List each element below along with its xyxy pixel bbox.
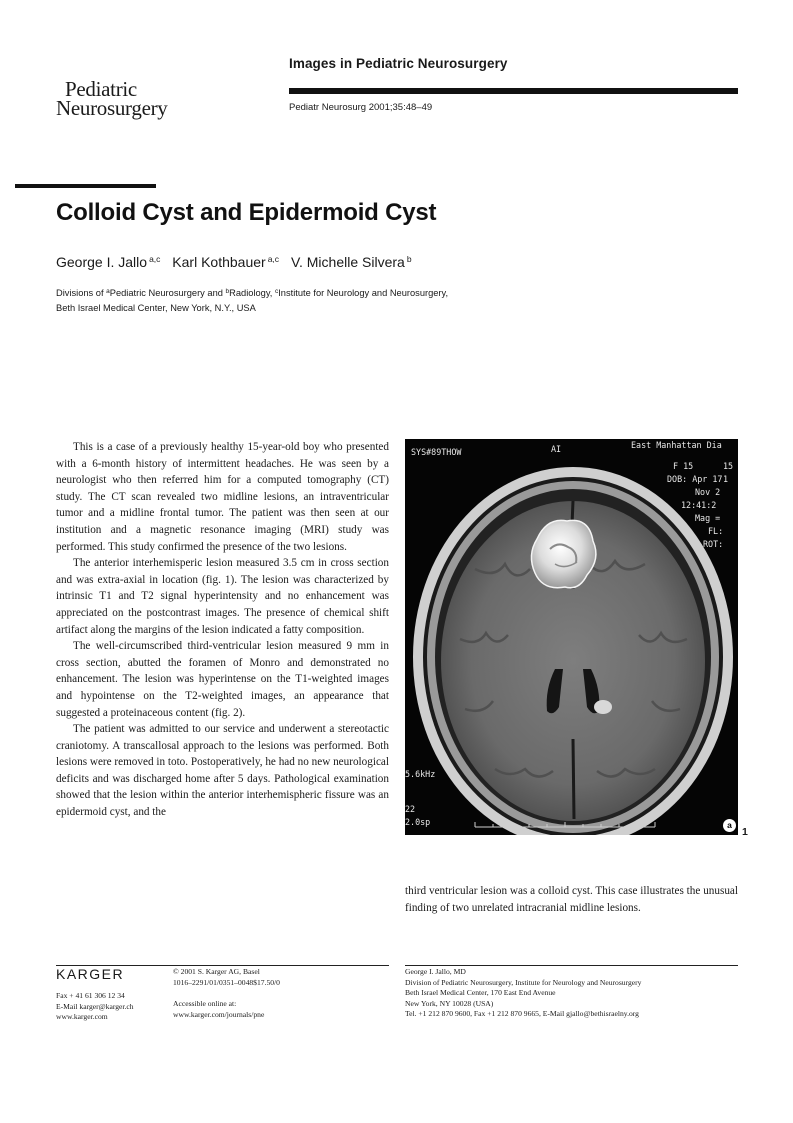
- issn: 1016–2291/01/0351–0048$17.50/0: [173, 977, 280, 987]
- mri-overlay-text: F 15: [673, 461, 694, 471]
- journal-logo: [56, 77, 168, 120]
- author-name: Karl Kothbauer: [172, 254, 266, 270]
- mri-overlay-text: Nov 2: [695, 487, 721, 497]
- body-column-left: [56, 439, 389, 821]
- author-name: V. Michelle Silvera: [290, 254, 405, 270]
- author-affiliation-mark: a,c: [267, 254, 280, 264]
- affiliation-c: Institute for Neurology and Neurosurgery,: [278, 288, 449, 298]
- affiliation-a: Pediatric Neurosurgery and: [109, 288, 226, 298]
- mri-overlay-text: ROT:: [703, 539, 724, 549]
- publisher-contact: [56, 991, 134, 1023]
- affiliation-mark-c: c: [274, 288, 279, 295]
- correspondence-address: Beth Israel Medical Center, 170 East End Avenue: [405, 988, 556, 998]
- affiliation-mark-b: b: [225, 288, 230, 295]
- mri-overlay-text: East Manhattan Dia: [631, 440, 722, 450]
- correspondence-name: George I. Jallo, MD: [405, 967, 466, 976]
- figure-panel-label: a: [723, 819, 736, 832]
- publisher-logo: KARGER: [56, 966, 125, 982]
- correspondence-block: [405, 967, 738, 1020]
- correspondence-contact: Tel. +1 212 870 9600, Fax +1 212 870 9665, E-Mail gjallo@bethisraelny.org: [405, 1009, 639, 1019]
- paragraph: The patient was admitted to our service and underwent a stereotactic craniotomy. A transcallosal approach to the lesions was performed. Both lesions were removed in toto. Postoperatively, he had no new neurological deficits and was discharged home after 5 days. Pathological examination showed that the lesion within the anterior interhemispheric fissure was an epidermoid cyst, and the: [56, 723, 389, 819]
- publisher-email[interactable]: E-Mail karger@karger.ch: [56, 1001, 134, 1011]
- copyright-notice: © 2001 S. Karger AG, Basel: [173, 967, 260, 976]
- correspondence-city: New York, NY 10028 (USA): [405, 998, 494, 1008]
- author-affiliation-mark: b: [406, 254, 412, 264]
- affiliation-prefix: Divisions of: [56, 288, 107, 298]
- copyright-block: [173, 967, 280, 988]
- mri-overlay-text: SYS#89THOW: [411, 447, 462, 457]
- affiliation-b: Radiology,: [229, 288, 275, 298]
- article-title: Colloid Cyst and Epidermoid Cyst: [56, 199, 437, 226]
- paragraph: This is a case of a previously healthy 15-year-old boy who presented with a 6-month history of intermittent headaches. He was seen by a neurologist who then referred him for a computed tomography (CT) study. The CT scan revealed two midline lesions, an intraventricular tumor and a midline frontal tumor. The patient was then seen at our institution and a magnetic resonance imaging (MRI) study was performed. This study confirmed the presence of the two lesions.: [56, 441, 389, 553]
- correspondence-division: Division of Pediatric Neurosurgery, Institute for Neurology and Neurosurgery: [405, 977, 642, 987]
- publisher-fax: Fax + 41 61 306 12 34: [56, 991, 125, 1000]
- paragraph-continued: third ventricular lesion was a colloid cyst. This case illustrates the unusual finding of two unrelated intracranial midline lesions.: [405, 885, 738, 914]
- affiliations: [56, 285, 576, 315]
- mri-overlay-text: 1: [723, 474, 729, 484]
- journal-logo-line2: Neurosurgery: [56, 96, 168, 120]
- figure-number: 1: [742, 826, 748, 838]
- mri-overlay-text: FL:: [708, 526, 724, 536]
- online-access-label: Accessible online at:: [173, 999, 237, 1008]
- epidermoid-lesion: [531, 520, 595, 587]
- journal-url-link[interactable]: www.karger.com/journals/pne: [173, 1009, 265, 1019]
- mri-overlay-text: DOB: Apr 17: [667, 474, 723, 484]
- online-access-block: [173, 999, 264, 1020]
- author-name: George I. Jallo: [56, 254, 148, 270]
- author-list: [56, 254, 420, 270]
- journal-logo-line1: Pediatric: [65, 77, 137, 101]
- mri-overlay-text: 5.6kHz: [405, 769, 436, 779]
- mri-overlay-text: 15: [723, 461, 734, 471]
- body-column-right: [405, 883, 738, 916]
- mri-overlay-text: Mag =: [695, 513, 721, 523]
- paragraph: The well-circumscribed third-ventricular lesion measured 9 mm in cross section, abutted the foramen of Monro and demonstrated no enhancement. The lesion was hyperintense on the T1-weighted images and hypointense on the T2-weighted images, an appearance that suggested a proteinaceous content (fig. 2).: [56, 640, 389, 719]
- footer-rule: [405, 965, 738, 966]
- mri-overlay-text: 12:41:2: [681, 500, 717, 510]
- section-title: Images in Pediatric Neurosurgery: [289, 56, 508, 71]
- mri-axial-image: [405, 439, 738, 835]
- colloid-cyst: [594, 700, 612, 714]
- affiliation-mark-a: a: [106, 288, 110, 295]
- affiliation-institution: Beth Israel Medical Center, New York, N.Y., USA: [56, 302, 256, 313]
- author-affiliation-mark: a,c: [149, 254, 161, 264]
- publisher-website-link[interactable]: www.karger.com: [56, 1012, 108, 1022]
- title-rule: [15, 184, 156, 188]
- section-rule: [289, 88, 738, 94]
- mri-figure: [405, 439, 738, 835]
- mri-overlay-text: 2.0sp: [405, 817, 431, 827]
- mri-overlay-text: AI: [551, 444, 562, 454]
- paragraph: The anterior interhemisperic lesion measured 3.5 cm in cross section and was extra-axial in location (fig. 1). The lesion was characterized by intrinsic T1 and T2 signal hyperintensity and no enhancement was appreciated on the postcontrast images. The presence of chemical shift artifact along the margins of the lesion indicated a fatty composition.: [56, 557, 389, 636]
- citation: Pediatr Neurosurg 2001;35:48–49: [289, 102, 433, 113]
- mri-overlay-text: 22: [405, 804, 416, 814]
